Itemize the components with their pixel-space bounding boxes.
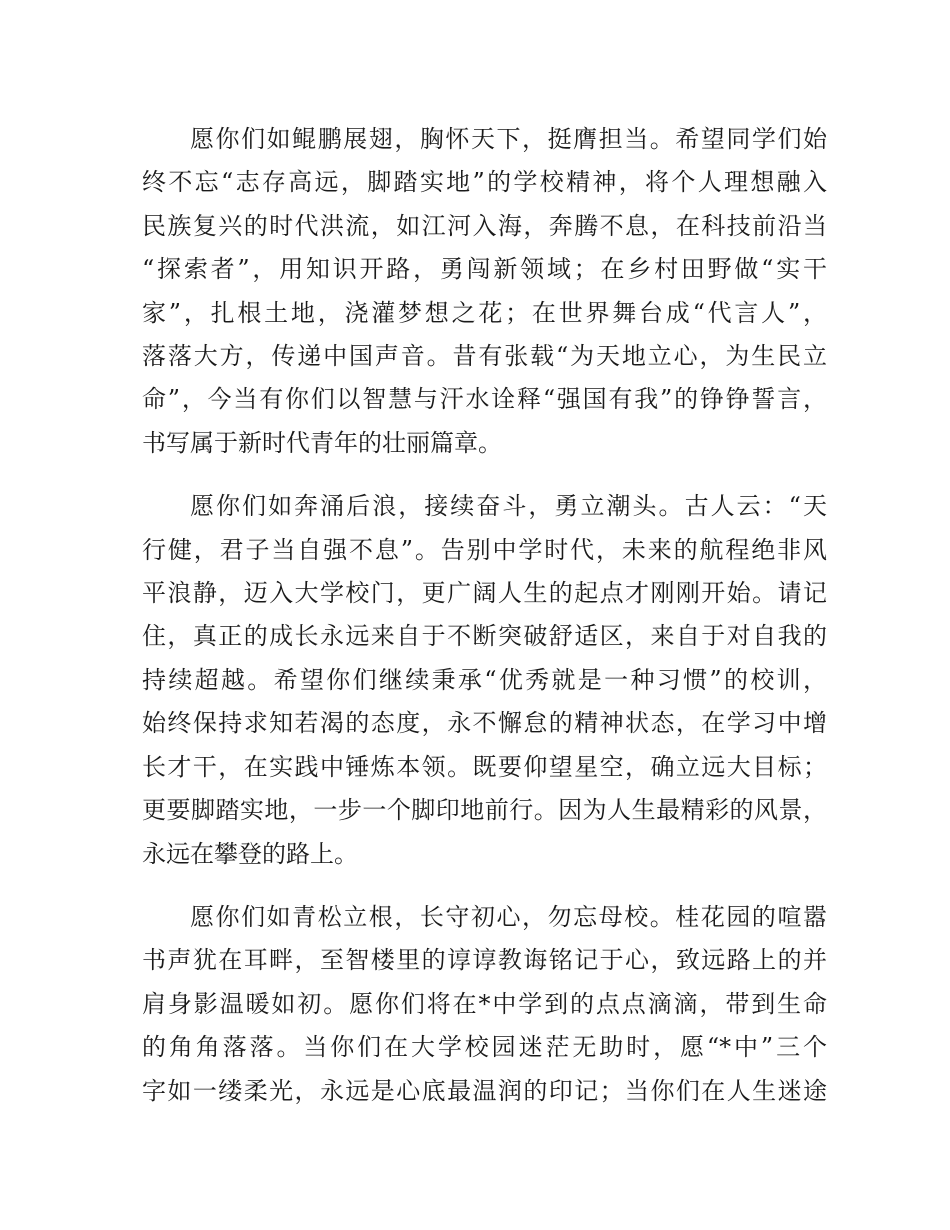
paragraph-line: 终不忘“志存高远，脚踏实地”的学校精神，将个人理想融入 — [142, 168, 827, 197]
paragraph-line: 的角角落落。当你们在大学校园迷茫无助时，愿“*中”三个 — [142, 1033, 827, 1062]
paragraph-line: 字如一缕柔光，永远是心底最温润的印记；当你们在人生迷途 — [142, 1076, 827, 1105]
paragraph-line: 书写属于新时代青年的壮丽篇章。 — [142, 428, 502, 457]
paragraph-line: 落落大方，传递中国声音。昔有张载“为天地立心，为生民立 — [142, 342, 827, 371]
paragraph-line: “探索者”，用知识开路，勇闯新领域；在乡村田野做“实干 — [142, 255, 827, 284]
paragraph-line: 永远在攀登的路上。 — [142, 839, 358, 868]
paragraph-line: 平浪静，迈入大学校门，更广阔人生的起点才刚刚开始。请记 — [142, 579, 827, 608]
paragraph-line: 书声犹在耳畔，至智楼里的谆谆教诲铭记于心，致远路上的并 — [142, 946, 827, 975]
paragraph-line: 持续超越。希望你们继续秉承“优秀就是一种习惯”的校训， — [142, 665, 827, 694]
paragraph-1 — [142, 118, 827, 465]
paragraph-line: 更要脚踏实地，一步一个脚印地前行。因为人生最精彩的风景， — [142, 796, 827, 825]
paragraph-2 — [142, 485, 827, 876]
paragraph-line: 愿你们如奔涌后浪，接续奋斗，勇立潮头。古人云：“天 — [190, 492, 827, 521]
paragraph-line: 愿你们如青松立根，长守初心，勿忘母校。桂花园的喧嚣 — [190, 902, 827, 931]
paragraph-line: 命”，今当有你们以智慧与汗水诠释“强国有我”的铮铮誓言， — [142, 385, 827, 414]
document-body — [142, 118, 827, 1113]
paragraph-line: 民族复兴的时代洪流，如江河入海，奔腾不息，在科技前沿当 — [142, 211, 827, 240]
paragraph-line: 家”，扎根土地，浇灌梦想之花；在世界舞台成“代言人”， — [142, 298, 827, 327]
paragraph-line: 始终保持求知若渴的态度，永不懈怠的精神状态，在学习中增 — [142, 709, 827, 738]
paragraph-3 — [142, 896, 827, 1113]
paragraph-line: 长才干，在实践中锤炼本领。既要仰望星空，确立远大目标； — [142, 752, 827, 781]
paragraph-line: 行健，君子当自强不息”。告别中学时代，未来的航程绝非风 — [142, 535, 827, 564]
paragraph-line: 愿你们如鲲鹏展翅，胸怀天下，挺膺担当。希望同学们始 — [190, 125, 827, 153]
paragraph-line: 肩身影温暖如初。愿你们将在*中学到的点点滴滴，带到生命 — [142, 989, 827, 1018]
paragraph-line: 住，真正的成长永远来自于不断突破舒适区，来自于对自我的 — [142, 622, 827, 651]
